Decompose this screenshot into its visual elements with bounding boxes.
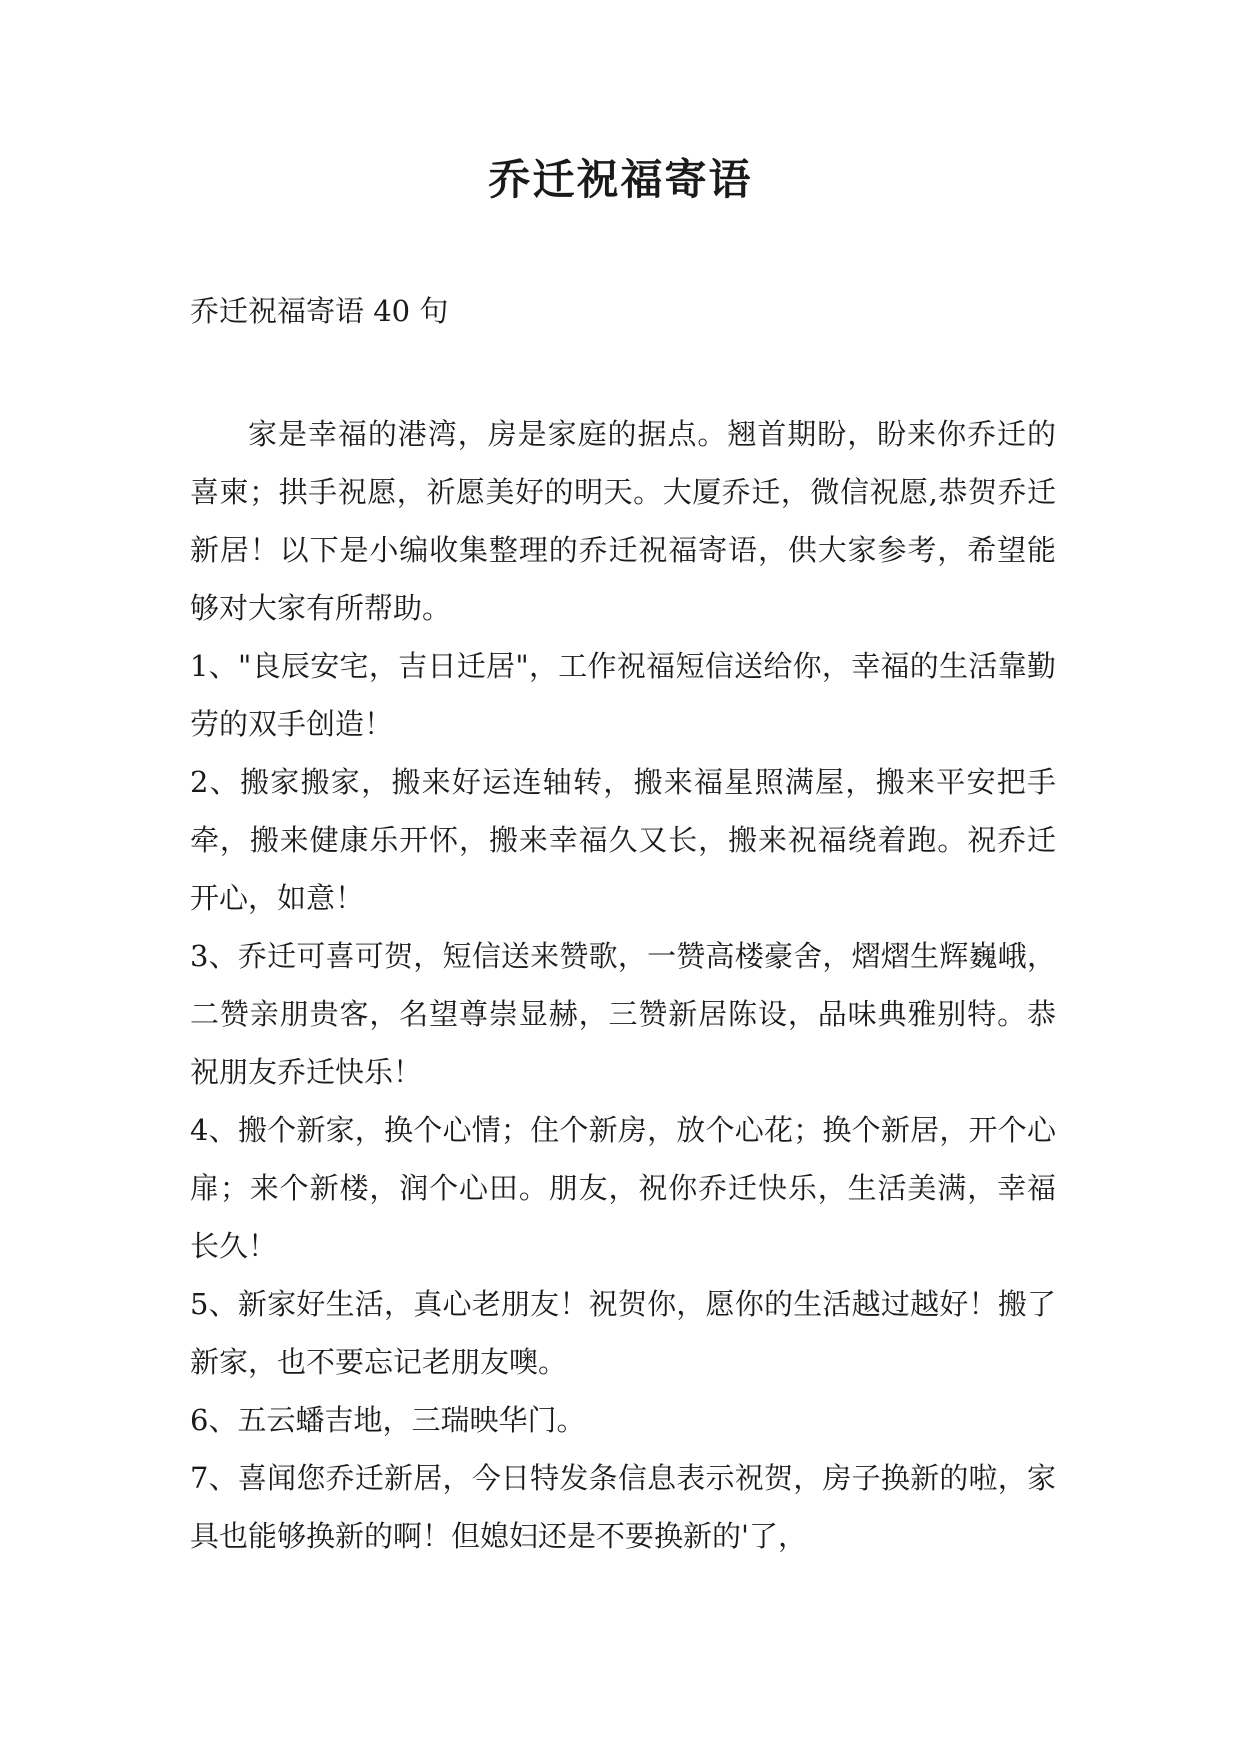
intro-paragraph: 家是幸福的港湾，房是家庭的据点。翘首期盼，盼来你乔迁的喜柬；拱手祝愿，祈愿美好的明天。大厦乔迁，微信祝愿,恭贺乔迁新居！以下是小编收集整理的乔迁祝福寄语，供大家参考，希望能够对大家有所帮助。: [190, 417, 1056, 625]
document-subtitle: 乔迁祝福寄语 40 句: [190, 294, 449, 328]
document-title: 乔迁祝福寄语: [488, 155, 753, 204]
list-item: 5、新家好生活，真心老朋友！祝贺你，愿你的生活越过越好！搬了新家，也不要忘记老朋友噢。: [190, 1287, 1056, 1379]
list-item: 6、五云蟠吉地，三瑞映华门。: [190, 1403, 586, 1437]
list-item: 7、喜闻您乔迁新居，今日特发条信息表示祝贺，房子换新的啦，家具也能够换新的啊！但媳妇还是不要换新的'了，: [190, 1461, 1056, 1553]
list-item: 4、搬个新家，换个心情；住个新房，放个心花；换个新居，开个心扉；来个新楼，润个心田。朋友，祝你乔迁快乐，生活美满，幸福长久！: [190, 1113, 1056, 1263]
list-item: 3、乔迁可喜可贺，短信送来赞歌，一赞高楼豪舍，熠熠生辉巍峨，二赞亲朋贵客，名望尊崇显赫，三赞新居陈设，品味典雅别特。恭祝朋友乔迁快乐！: [190, 939, 1056, 1089]
document-body: [190, 405, 1056, 1565]
list-item: 1、"良辰安宅，吉日迁居"，工作祝福短信送给你，幸福的生活靠勤劳的双手创造！: [190, 649, 1056, 741]
list-item: 2、搬家搬家，搬来好运连轴转，搬来福星照满屋，搬来平安把手牵，搬来健康乐开怀，搬来幸福久又长，搬来祝福绕着跑。祝乔迁开心，如意！: [190, 765, 1056, 915]
